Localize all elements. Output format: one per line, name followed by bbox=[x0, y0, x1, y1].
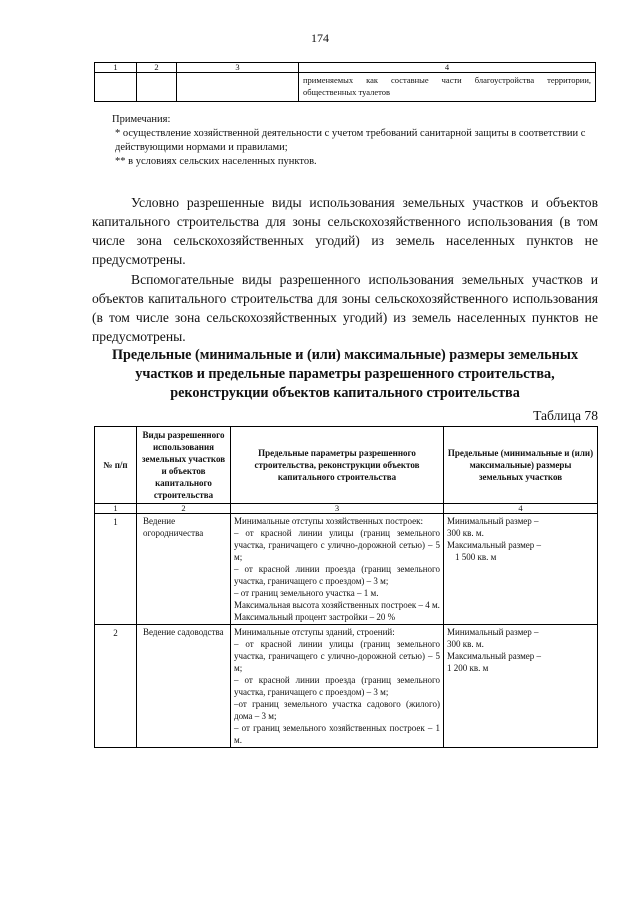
col-number: 3 bbox=[177, 63, 299, 73]
row-kind: Ведение садоводства bbox=[137, 625, 231, 748]
table-row bbox=[95, 514, 598, 625]
header-sizes: Предельные (минимальные и (или) максимальные) размеры земельных участков bbox=[444, 427, 598, 504]
header-num: № п/п bbox=[95, 427, 137, 504]
row-number: 2 bbox=[95, 625, 137, 748]
header-params: Предельные параметры разрешенного строительства, реконструкции объектов капитального строительства bbox=[231, 427, 444, 504]
continued-table-number-row bbox=[95, 63, 596, 73]
paragraph-conditional-uses: Условно разрешенные виды использования земельных участков и объектов капитального строительства для зоны сельскохозяйственного использования (в том числе зона сельскохозяйственных угодий) из земель населенных пунктов не предусмотрены. bbox=[92, 195, 598, 267]
col-number: 3 bbox=[231, 504, 444, 514]
col-number: 4 bbox=[299, 63, 596, 73]
row-sizes: Минимальный размер – 300 кв. м. Максимальный размер – 1 500 кв. м bbox=[444, 514, 598, 625]
note-1: * осуществление хозяйственной деятельности с учетом требований санитарной защиты в соответствии с действующими нормами и правилами; bbox=[115, 128, 586, 153]
row-number: 1 bbox=[95, 514, 137, 625]
col-number: 2 bbox=[137, 504, 231, 514]
section-heading: Предельные (минимальные и (или) максимальные) размеры земельных участков и предельные параметры разрешенного строительства, реконструкции объектов капитального строительства bbox=[111, 347, 579, 401]
notes-title: Примечания: bbox=[112, 114, 171, 125]
row-params: Минимальные отступы зданий, строений: – от красной линии улицы (границ земельного участка, граничащего с улично-дорожной сетью) – 5 м; – от красной линии проезда (границ земельного участка, граничащего с проездом) – 3 м; –от границ земельного участка садового (жилого) дома – 3 м; – от границ земельного хозяйственных построек – 1 м. bbox=[231, 625, 444, 748]
column-number-row bbox=[95, 504, 598, 514]
row-kind: Ведение огородничества bbox=[137, 514, 231, 625]
parameters-table bbox=[94, 426, 598, 748]
col-number: 1 bbox=[95, 504, 137, 514]
col-number: 4 bbox=[444, 504, 598, 514]
continued-table bbox=[94, 62, 596, 102]
table-header-row bbox=[95, 427, 598, 504]
note-2: ** в условиях сельских населенных пунктов. bbox=[115, 156, 317, 167]
table-label: Таблица 78 bbox=[533, 408, 598, 423]
header-kind: Виды разрешенного использования земельных участков и объектов капитального строительства bbox=[137, 427, 231, 504]
col-number: 2 bbox=[137, 63, 177, 73]
row-sizes: Минимальный размер – 300 кв. м. Максимальный размер – 1 200 кв. м bbox=[444, 625, 598, 748]
paragraph-auxiliary-uses: Вспомогательные виды разрешенного использования земельных участков и объектов капитального строительства для зоны сельскохозяйственного использования (в том числе зона сельскохозяйственных угодий) из земель населенных пунктов не предусмотрены. bbox=[92, 272, 598, 344]
row-params: Минимальные отступы хозяйственных построек: – от красной линии улицы (границ земельного участка, граничащего с улично-дорожной сетью) – 5 м; – от красной линии проезда (границ земельного участка, граничащего с проездом) – 3 м; – от границ земельного участка – 1 м. Максимальная высота хозяйственных построек – 4 м. Максимальный процент застройки – 20 % bbox=[231, 514, 444, 625]
continued-cell-text: применяемых как составные части благоустройства территории, общественных туалетов bbox=[299, 73, 596, 102]
page-number: 174 bbox=[311, 31, 329, 45]
continued-table-row bbox=[95, 73, 596, 102]
col-number: 1 bbox=[95, 63, 137, 73]
notes-block bbox=[112, 113, 598, 169]
table-row bbox=[95, 625, 598, 748]
